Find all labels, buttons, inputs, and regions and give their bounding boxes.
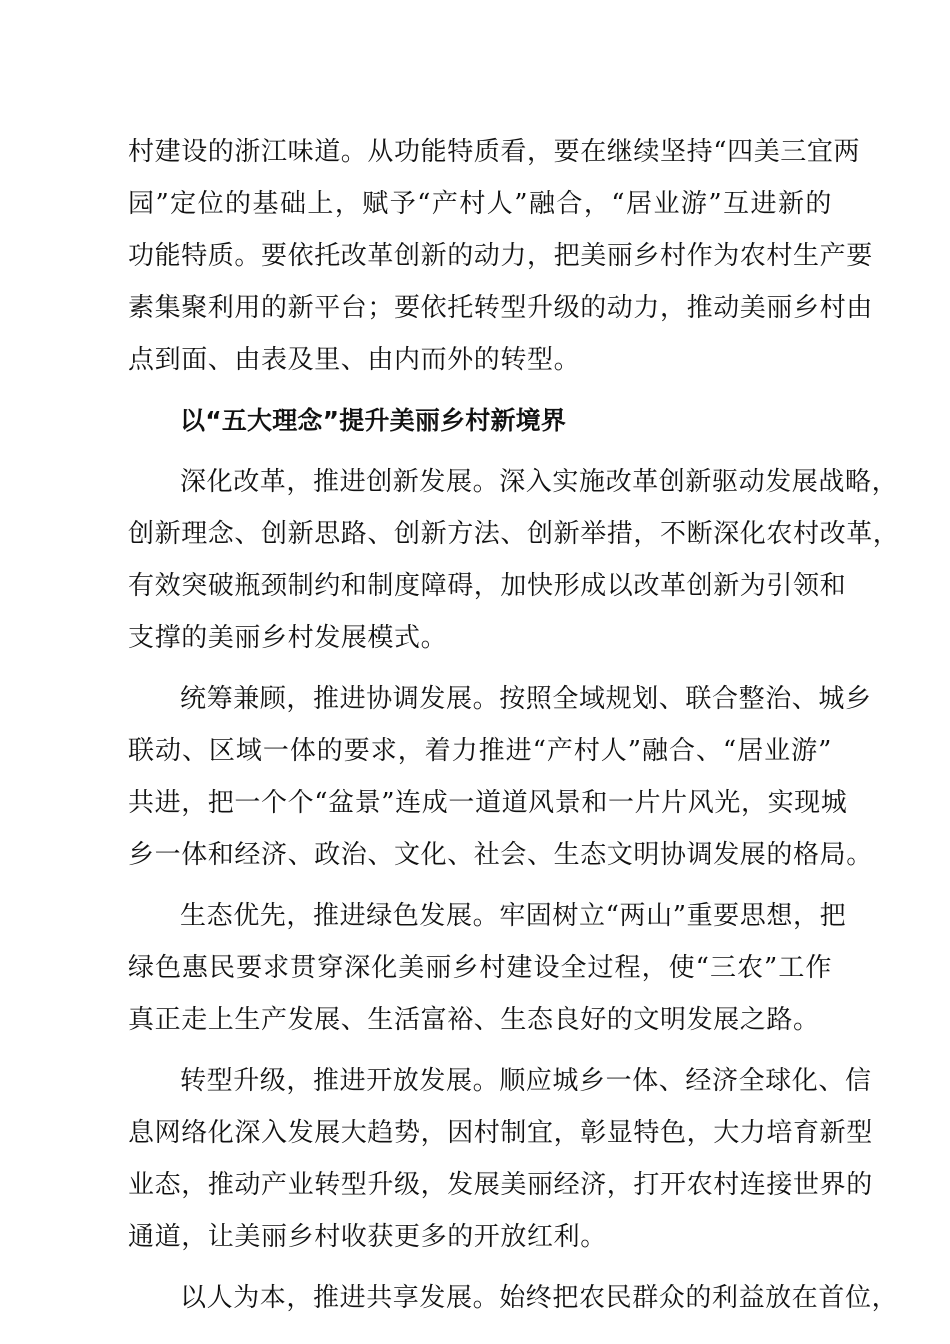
paragraph-green [128,890,847,1046]
text-line: 素集聚利用的新平台；要依托转型升级的动力，推动美丽乡村由 [128,293,873,323]
text-line: 有效突破瓶颈制约和制度障碍，加快形成以改革创新为引领和 [128,571,847,601]
text-line: 深化改革，推进创新发展。深入实施改革创新驱动发展战略， [180,467,899,497]
paragraph-spacer [128,1046,832,1055]
section-heading: 以“五大理念”提升美丽乡村新境界 [180,406,567,435]
paragraph-spacer [128,1263,832,1272]
paragraph-spacer [128,881,832,890]
text-line: 支撑的美丽乡村发展模式。 [128,623,448,653]
text-line: 业态，推动产业转型升级，发展美丽经济，打开农村连接世界的 [128,1170,873,1200]
text-line: 创新理念、创新思路、创新方法、创新举措，不断深化农村改革， [128,519,900,549]
text-line: 以人为本，推进共享发展。始终把农民群众的利益放在首位， [180,1283,899,1313]
text-line: 统筹兼顾，推进协调发展。按照全域规划、联合整治、城乡 [180,684,872,714]
text-line: 通道，让美丽乡村收获更多的开放红利。 [128,1222,607,1252]
text-line: 园”定位的基础上，赋予“产村人”融合，“居业游”互进新的 [128,189,832,219]
text-line: 乡一体和经济、政治、文化、社会、生态文明协调发展的格局。 [128,840,873,870]
text-line: 联动、区域一体的要求，着力推进“产村人”融合、“居业游” [128,736,832,766]
document-page [128,126,900,1324]
paragraph-sharing [128,1272,899,1324]
intro-paragraph [128,126,873,386]
paragraph-spacer [128,447,832,456]
text-line: 功能特质。要依托改革创新的动力，把美丽乡村作为农村生产要 [128,241,873,271]
text-line: 点到面、由表及里、由内而外的转型。 [128,345,581,375]
text-line: 转型升级，推进开放发展。顺应城乡一体、经济全球化、信 [180,1066,872,1096]
paragraph-openness [128,1055,873,1263]
text-line: 共进，把一个个“盆景”连成一道道风景和一片片风光，实现城 [128,788,848,818]
text-line: 息网络化深入发展大趋势，因村制宜，彰显特色，大力培育新型 [128,1118,873,1148]
paragraph-coordination [128,673,873,881]
paragraph-spacer [128,386,832,395]
text-line: 生态优先，推进绿色发展。牢固树立“两山”重要思想，把 [180,901,847,931]
text-line: 绿色惠民要求贯穿深化美丽乡村建设全过程，使“三农”工作 [128,953,832,983]
paragraph-innovation [128,456,900,664]
text-line: 村建设的浙江味道。从功能特质看，要在继续坚持“四美三宜两 [128,137,861,167]
text-line: 真正走上生产发展、生活富裕、生态良好的文明发展之路。 [128,1005,820,1035]
paragraph-spacer [128,664,832,673]
